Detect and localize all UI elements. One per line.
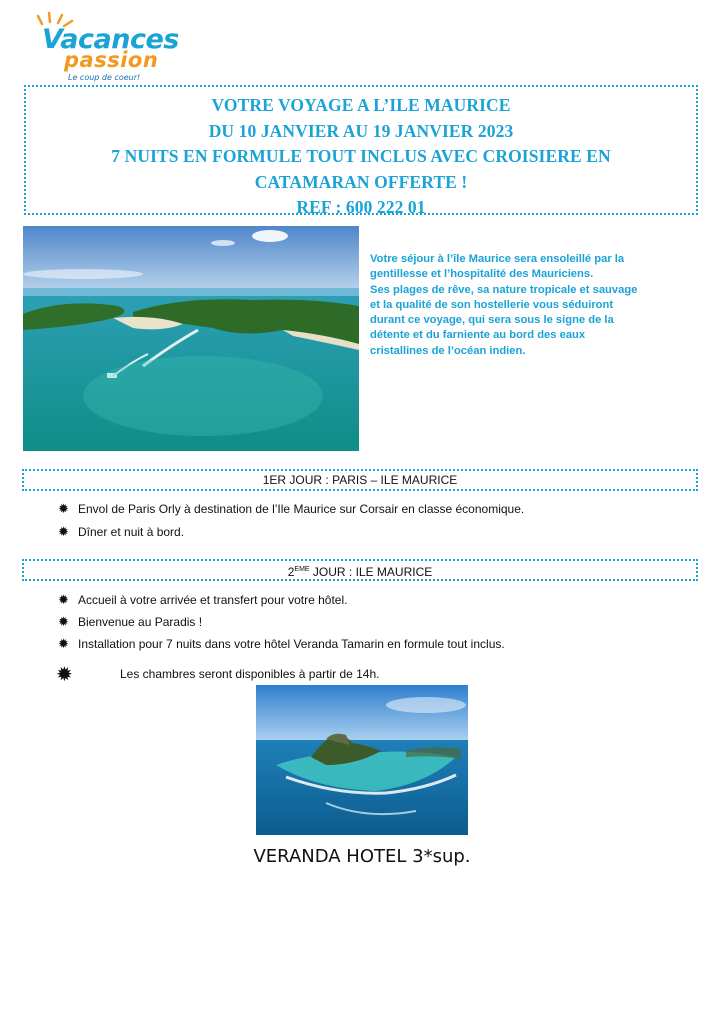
day-2-title: JOUR : ILE MAURICE	[309, 565, 433, 579]
list-item-text: Les chambres seront disponibles à partir de 14h.	[120, 667, 380, 681]
logo-word-vacances: Vacances	[42, 24, 179, 55]
title-box	[24, 85, 698, 215]
day-1-heading: 1ER JOUR : PARIS – ILE MAURICE	[22, 469, 698, 491]
sun-bullet-icon: ✹	[58, 592, 69, 607]
list-item-text: Bienvenue au Paradis !	[78, 615, 203, 629]
intro-line: détente et du farniente au bord des eaux	[370, 329, 586, 342]
title-line-1: VOTRE VOYAGE A L’ILE MAURICE	[211, 95, 511, 115]
title-line-2: DU 10 JANVIER AU 19 JANVIER 2023	[208, 120, 514, 141]
intro-line: cristallines de l’océan indien.	[370, 344, 526, 357]
sun-bullet-icon: ✹	[58, 636, 69, 651]
hotel-caption: VERANDA HOTEL 3*sup.	[253, 846, 471, 867]
list-item-text: Accueil à votre arrivée et transfert pour votre hôtel.	[78, 593, 348, 607]
reference-number: REF : 600 222 01	[296, 197, 426, 217]
intro-line: Ses plages de rêve, sa nature tropicale et sauvage	[370, 283, 638, 296]
day-2-number: 2	[287, 565, 295, 579]
list-item-text: Dîner et nuit à bord.	[78, 525, 185, 539]
sun-bullet-icon: ✹	[58, 524, 69, 539]
intro-line: Votre séjour à l’île Maurice sera ensoleillé par la	[370, 253, 625, 265]
sun-bullet-icon: ✹	[58, 501, 69, 516]
sun-bullet-icon: ✹	[56, 664, 73, 686]
day-2-heading	[22, 559, 698, 581]
logo-word-passion: passion	[64, 48, 159, 72]
intro-line: gentillesse et l’hospitalité des Mauriciens.	[370, 268, 594, 281]
sun-bullet-icon: ✹	[58, 614, 69, 629]
intro-line: durant ce voyage, qui sera sous le signe de la	[370, 314, 614, 327]
list-item	[58, 501, 524, 517]
list-item	[58, 614, 202, 630]
vacances-passion-logo	[34, 10, 179, 82]
list-item	[58, 636, 505, 652]
logo-tagline: Le coup de coeur!	[68, 73, 141, 82]
intro-paragraph	[370, 252, 700, 359]
title-line-3: 7 NUITS EN FORMULE TOUT INCLUS AVEC CROISIERE EN	[111, 146, 611, 166]
list-item	[56, 664, 380, 686]
list-item	[58, 592, 347, 608]
list-item-text: Installation pour 7 nuits dans votre hôtel Veranda Tamarin en formule tout inclus.	[78, 637, 505, 651]
title-line-4: CATAMARAN OFFERTE !	[254, 171, 468, 192]
intro-line: et la qualité de son hostellerie vous séduiront	[370, 298, 614, 311]
lagoon-aerial-photo	[23, 226, 359, 451]
le-morne-aerial-photo	[256, 685, 468, 835]
list-item	[58, 524, 184, 540]
day-2-superscript: EME	[294, 566, 310, 573]
list-item-text: Envol de Paris Orly à destination de l’Ile Maurice sur Corsair en classe économique.	[78, 502, 525, 516]
